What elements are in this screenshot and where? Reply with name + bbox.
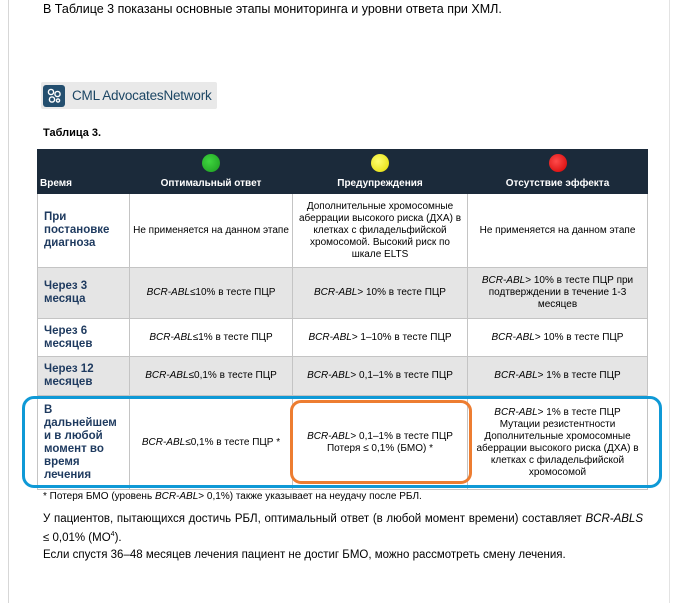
header-failure	[468, 150, 648, 194]
yellow-light-icon	[371, 154, 389, 172]
row-label-6-months: Через 6 месяцев	[38, 319, 130, 357]
gene-name: BCR-ABL	[314, 287, 358, 298]
gene-name: BCR-ABL	[307, 430, 351, 442]
table-row	[38, 268, 648, 319]
page-edge-left	[8, 0, 9, 603]
orange-highlight-outline	[290, 400, 472, 484]
gene-name: BCR-ABL	[494, 406, 538, 418]
gene-name: BCR-ABL	[154, 491, 199, 502]
header-optimal-label: Оптимальный ответ	[160, 178, 262, 189]
row-label-12-months: Через 12 месяцев	[38, 357, 130, 396]
cell-text: > 10% в тесте ПЦР	[534, 331, 624, 343]
cell-text: ≤0,1% в тесте ПЦР	[188, 370, 277, 381]
gene-name: BCR-ABL	[307, 370, 351, 381]
cell-text: > 10% в тесте ПЦР при подтверждении в течение 1-3 месяцев	[488, 275, 634, 310]
intro-text: В Таблице 3 показаны основные этапы мониторинга и уровни ответа при ХМЛ.	[43, 2, 502, 16]
network-logo-icon	[43, 85, 65, 107]
gene-name: BCR-ABL	[491, 331, 535, 343]
cell-failure-6-months	[468, 319, 648, 357]
cell-line: Потеря ≤ 0,1% (БМО) *	[326, 442, 434, 454]
cell-text: > 0,1–1% в тесте ПЦР	[350, 370, 453, 381]
cell-failure-3-months	[468, 268, 648, 319]
logo-text-part2: Network	[163, 88, 212, 103]
cell-optimal-12-months	[130, 357, 293, 396]
gene-name: BCR-ABL	[146, 287, 190, 298]
cell-warning-diagnosis: Дополнительные хромосомные аберрации высокого риска (ДХА) в клетках с филадельфийской хромосомой. Высокий риск по шкале ELTS	[293, 194, 468, 268]
cell-text: > 1% в тесте ПЦР	[537, 406, 621, 418]
table-footnote	[43, 491, 422, 502]
table-caption: Таблица 3.	[43, 127, 102, 139]
paragraph-text: У пациентов, пытающихся достичь РБЛ, оптимальный ответ (в любой момент времени) составляет	[43, 513, 582, 525]
paragraph-optimal-response	[43, 512, 643, 546]
cell-failure-12-months	[468, 357, 648, 396]
row-label-ongoing: В дальнейшем и в любой момент во время лечения	[38, 396, 130, 490]
table-header-row	[38, 150, 648, 194]
gene-name: BCR-ABL	[481, 275, 526, 286]
header-optimal	[130, 150, 293, 194]
cell-warning-6-months	[293, 319, 468, 357]
cell-failure-diagnosis: Не применяется на данном этапе	[468, 194, 648, 268]
row-label-3-months: Через 3 месяца	[38, 268, 130, 319]
gene-name: BCR-ABL	[149, 331, 193, 343]
cell-optimal-diagnosis: Не применяется на данном этапе	[130, 194, 293, 268]
table-row	[38, 319, 648, 357]
cell-optimal-6-months	[130, 319, 293, 357]
logo-text	[72, 88, 212, 103]
gene-name: BCR-ABL	[145, 370, 189, 381]
footnote-text: > 0,1%) также указывает на неудачу после РБЛ.	[198, 491, 422, 502]
red-light-icon	[549, 154, 567, 172]
green-light-icon	[202, 154, 220, 172]
paragraph-text: ≤ 0,01% (МО	[43, 531, 111, 544]
paragraph-text: ).	[114, 531, 122, 544]
cell-warning-12-months	[293, 357, 468, 396]
header-time: Время	[38, 150, 130, 194]
gene-name: BCR-ABL	[141, 436, 186, 448]
page-edge-right	[669, 0, 670, 603]
logo-text-part1: CML Advocates	[72, 88, 164, 103]
table-row	[38, 357, 648, 396]
row-label-diagnosis: При постановке диагноза	[38, 194, 130, 268]
cell-text: > 1–10% в тесте ПЦР	[351, 331, 452, 343]
superscript: 4	[110, 531, 115, 538]
gene-name: BCR-ABL	[494, 370, 538, 381]
header-warning-label: Предупреждения	[337, 178, 423, 189]
cell-line: Дополнительные хромосомные аберрации высокого риска (ДХА) в клетках с филадельфийской хромосомой	[476, 430, 639, 478]
cell-text: > 0,1–1% в тесте ПЦР	[350, 430, 453, 442]
footnote-text: * Потеря БМО (уровень	[43, 491, 155, 502]
gene-name: BCR-ABLS	[585, 513, 643, 525]
gene-name: BCR-ABL	[308, 331, 352, 343]
cell-text: > 1% в тесте ПЦР	[537, 370, 621, 381]
table-row	[38, 194, 648, 268]
cell-text: ≤0,1% в тесте ПЦР *	[185, 436, 281, 448]
cell-line: Мутации резистентности	[499, 418, 616, 430]
header-failure-label: Отсутствие эффекта	[505, 178, 610, 189]
cell-text: ≤10% в тесте ПЦР	[189, 287, 276, 298]
cell-text: > 10% в тесте ПЦР	[357, 287, 446, 298]
cml-advocates-network-logo	[41, 82, 217, 109]
cell-text: ≤1% в тесте ПЦР	[192, 331, 273, 343]
cell-optimal-3-months	[130, 268, 293, 319]
paragraph-treatment-change: Если спустя 36–48 месяцев лечения пациент не достиг БМО, можно рассмотреть смену лечения.	[43, 549, 566, 561]
cell-warning-3-months	[293, 268, 468, 319]
header-warning	[293, 150, 468, 194]
